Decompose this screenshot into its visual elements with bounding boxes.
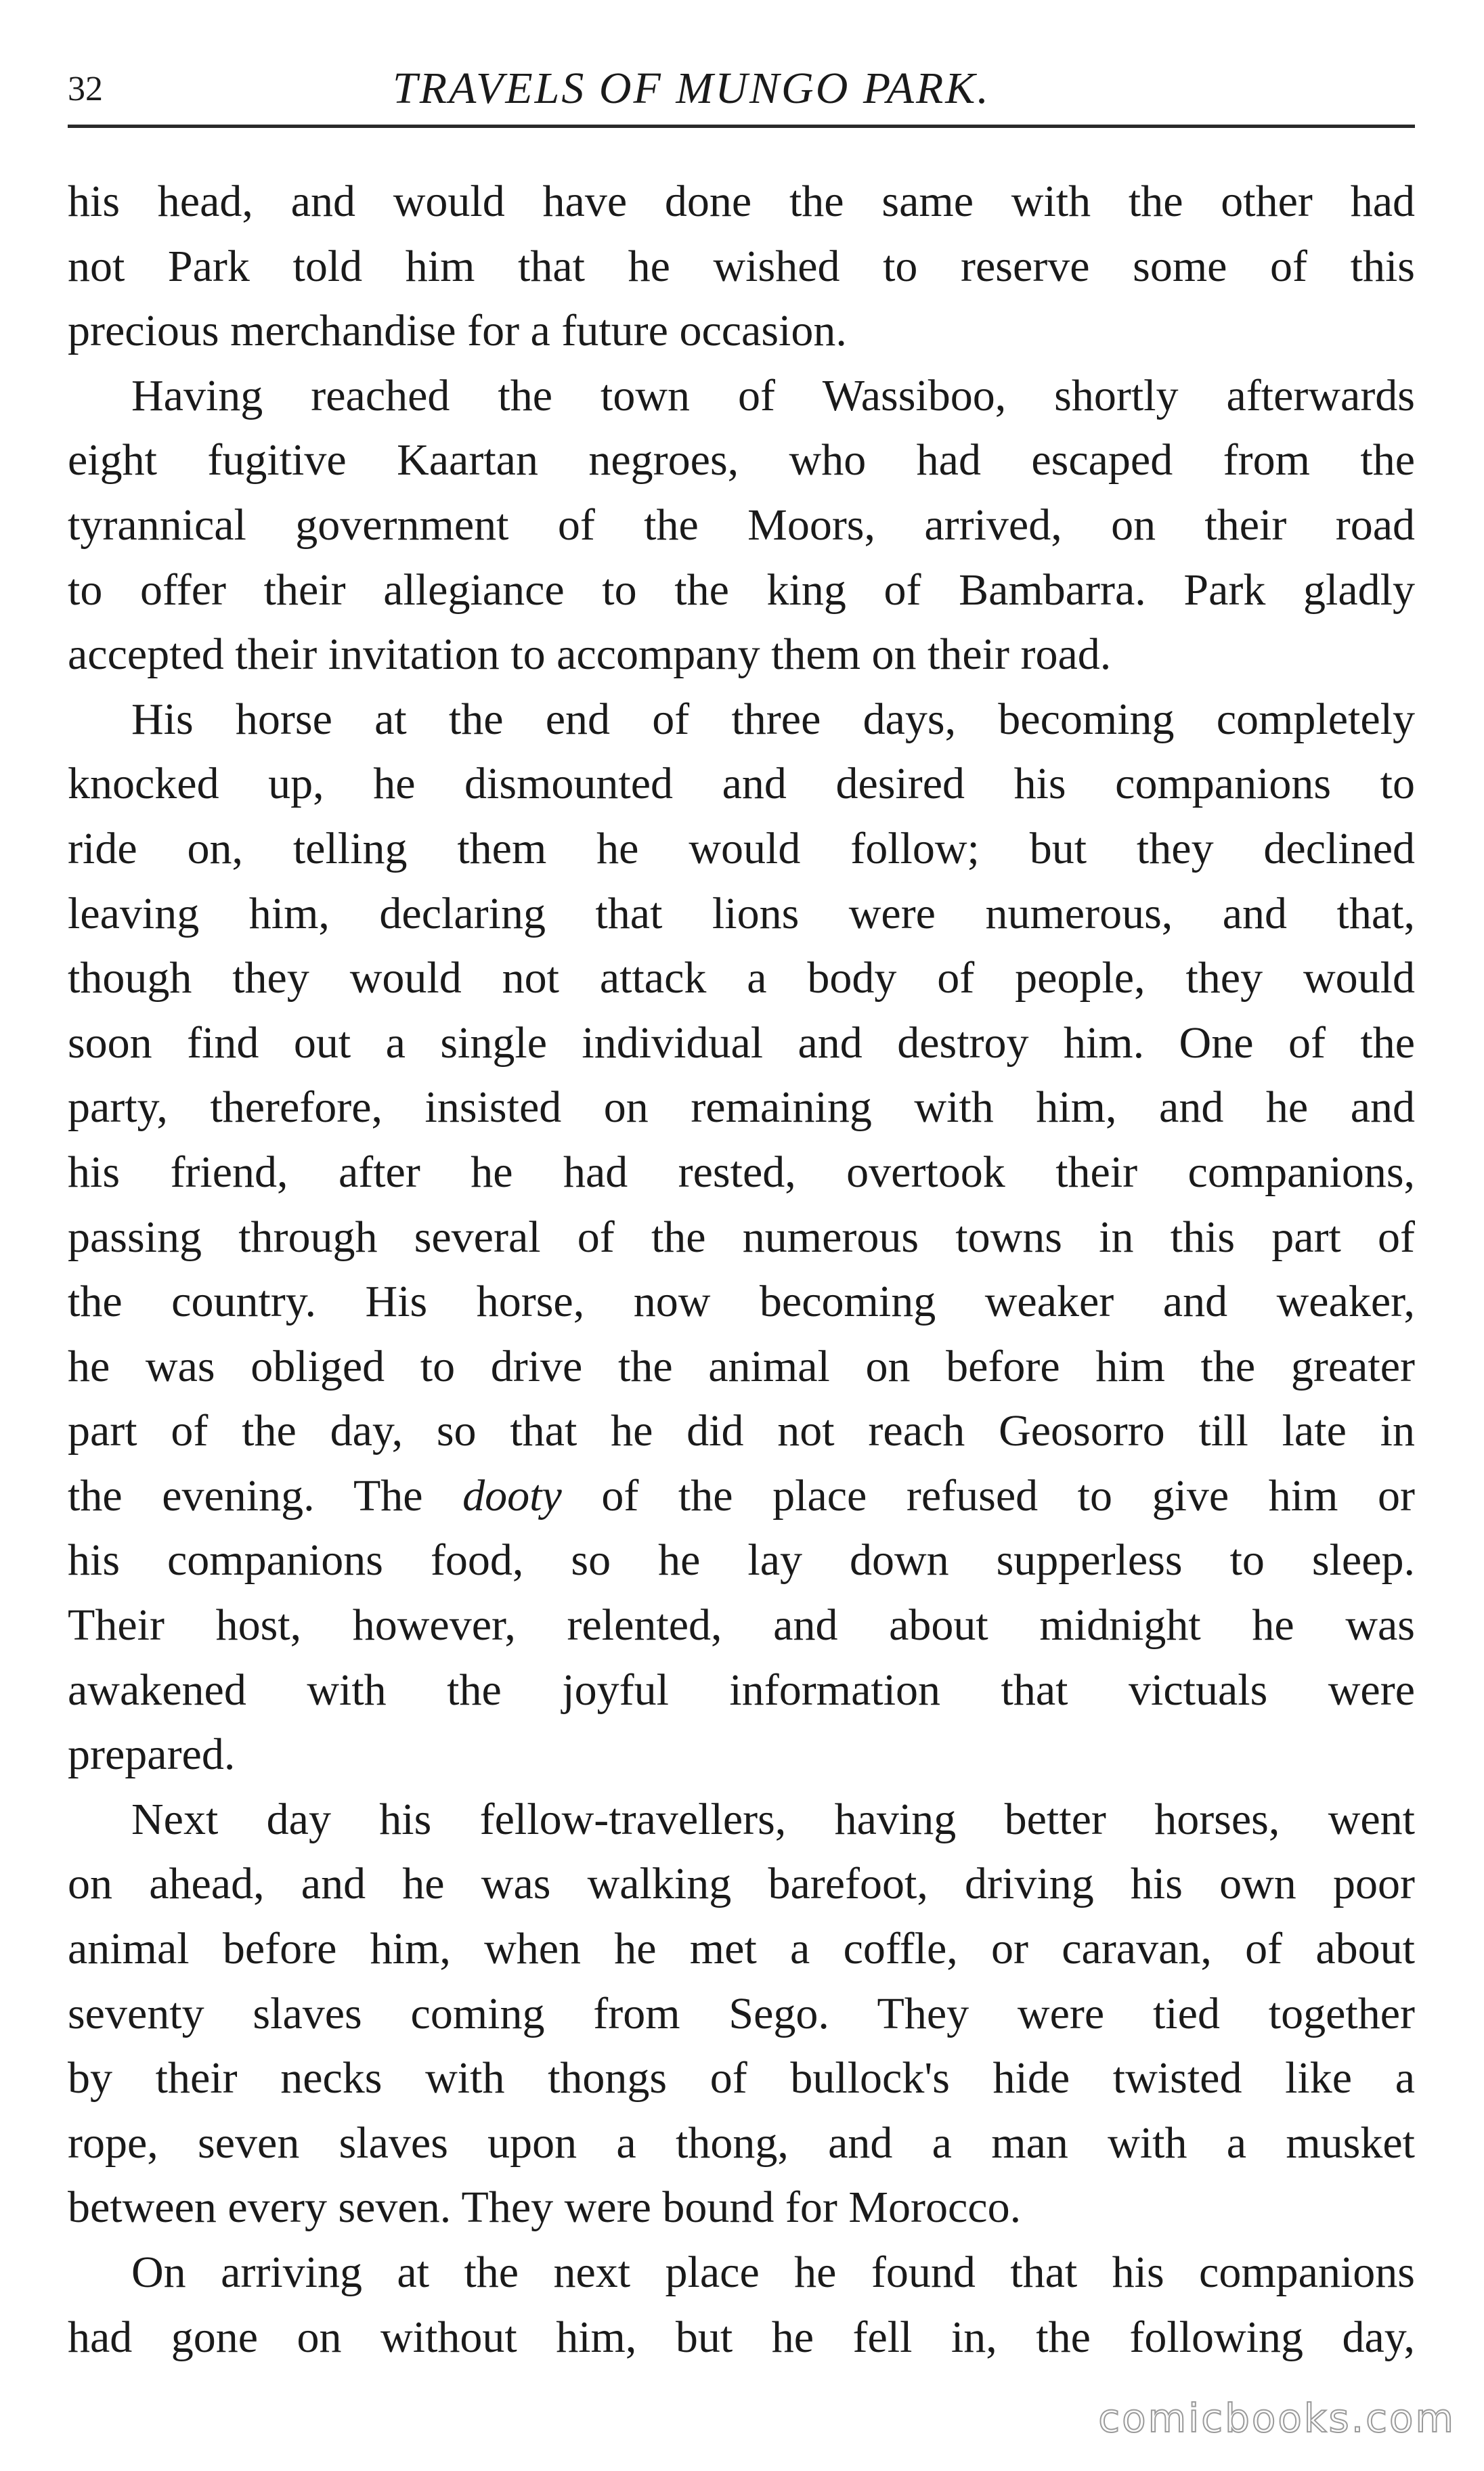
text-line: between every seven. They were bound for Morocco.	[68, 2183, 1022, 2233]
page-number: 32	[68, 70, 103, 108]
text-line: he was obliged to drive the animal on before him the greater	[68, 1341, 1415, 1391]
text-line: ride on, telling them he would follow; but they declined	[68, 823, 1415, 873]
text-line: On arriving at the next place he found that his companions	[131, 2248, 1415, 2297]
header-rule	[68, 125, 1415, 128]
text-line: Having reached the town of Wassiboo, shortly afterwards	[131, 370, 1415, 420]
text-line-dooty	[68, 1464, 1415, 1529]
text-line: animal before him, when he met a coffle, or caravan, of about	[68, 1924, 1415, 1974]
text-line: though they would not attack a body of people, they would	[68, 953, 1415, 1003]
text-line: His horse at the end of three days, becoming completely	[131, 694, 1415, 744]
text-line: soon find out a single individual and destroy him. One of the	[68, 1018, 1415, 1068]
text-line: on ahead, and he was walking barefoot, driving his own poor	[68, 1859, 1415, 1909]
body-text	[68, 169, 1415, 2369]
text-line: Next day his fellow-travellers, having better horses, went	[131, 1794, 1415, 1844]
text-line: passing through several of the numerous towns in this part of	[68, 1212, 1415, 1262]
text-line: to offer their allegiance to the king of Bambarra. Park gladly	[68, 565, 1415, 615]
text-line: accepted their invitation to accompany them on their road.	[68, 630, 1112, 680]
text-line: seventy slaves coming from Sego. They were tied together	[68, 1988, 1415, 2038]
text-line: rope, seven slaves upon a thong, and a man with a musket	[68, 2118, 1415, 2168]
dooty-word: dooty	[462, 1470, 562, 1521]
text-line: had gone on without him, but he fell in, the following day,	[68, 2312, 1415, 2362]
text-line: by their necks with thongs of bullock's hide twisted like a	[68, 2053, 1415, 2103]
watermark: comicbooks.com	[1098, 2395, 1456, 2441]
text-line: tyrannical government of the Moors, arrived, on their road	[68, 500, 1415, 550]
running-title: TRAVELS OF MUNGO PARK.	[393, 64, 990, 113]
text-line: awakened with the joyful information that victuals were	[68, 1665, 1415, 1715]
dooty-line-after: of the place refused to give him or	[561, 1470, 1415, 1521]
text-line: his head, and would have done the same with the other had	[68, 177, 1415, 226]
text-line: party, therefore, insisted on remaining with him, and he and	[68, 1083, 1415, 1133]
text-line: part of the day, so that he did not reach Geosorro till late in	[68, 1406, 1415, 1456]
text-line: prepared.	[68, 1730, 236, 1780]
text-line: not Park told him that he wished to reserve some of this	[68, 241, 1415, 291]
text-line: knocked up, he dismounted and desired his companions to	[68, 759, 1415, 809]
running-head	[68, 54, 1415, 135]
text-line: his companions food, so he lay down supperless to sleep.	[68, 1535, 1415, 1586]
text-line: precious merchandise for a future occasion.	[68, 306, 847, 356]
text-line: eight fugitive Kaartan negroes, who had escaped from the	[68, 435, 1415, 485]
text-line: the country. His horse, now becoming weaker and weaker,	[68, 1277, 1415, 1327]
text-line: his friend, after he had rested, overtook their companions,	[68, 1147, 1415, 1197]
dooty-line-before: the evening. The	[68, 1470, 463, 1521]
text-line: Their host, however, relented, and about midnight he was	[68, 1600, 1415, 1650]
text-line: leaving him, declaring that lions were numerous, and that,	[68, 888, 1415, 938]
